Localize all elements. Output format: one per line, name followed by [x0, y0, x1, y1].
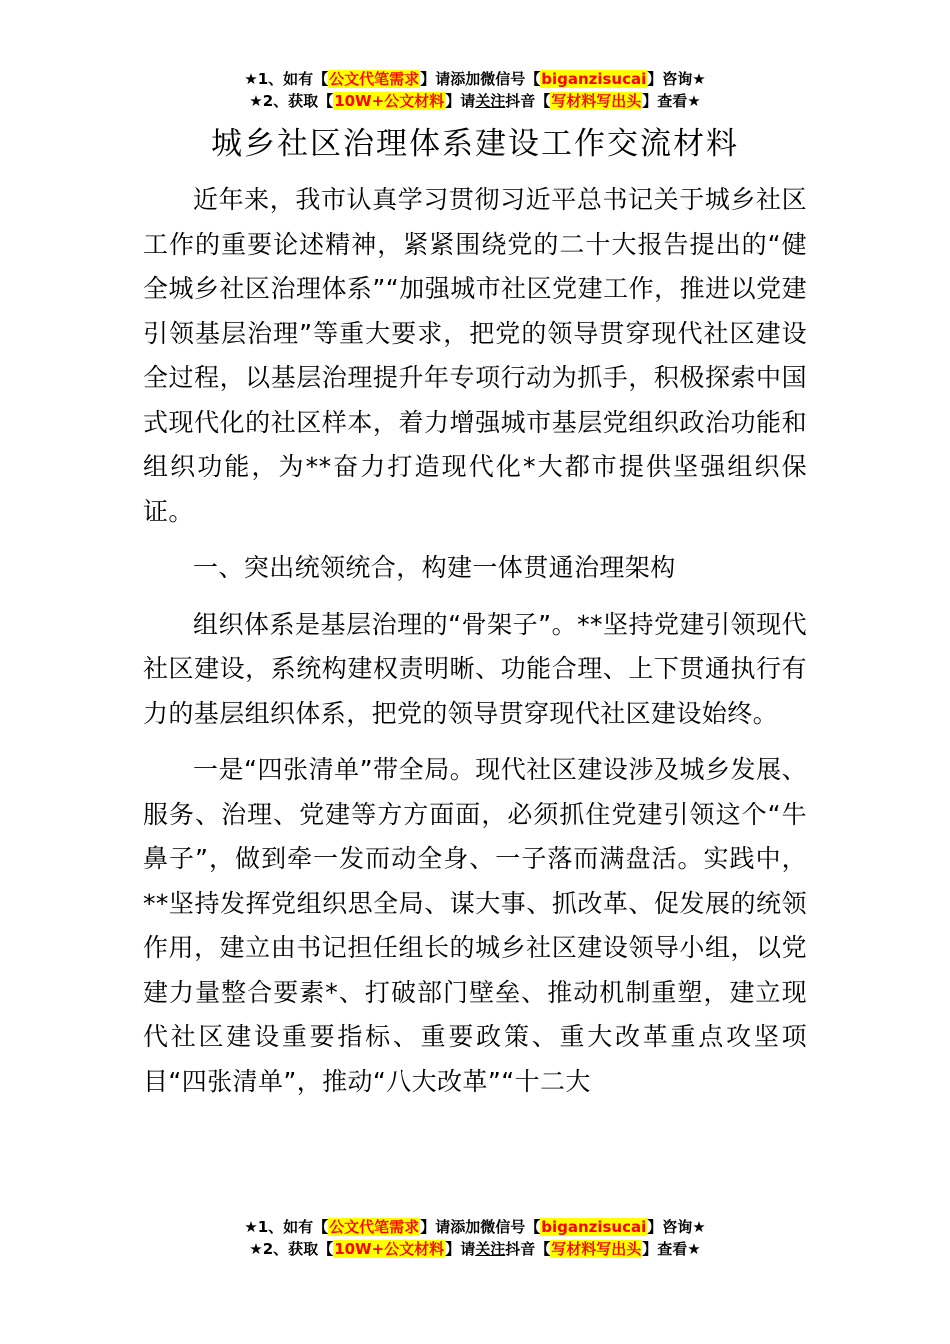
footer-promo-banner	[0, 1216, 950, 1260]
underlined-follow: 关注	[475, 1240, 506, 1258]
highlight-wechat-id: biganzisucai	[541, 70, 647, 88]
header-promo-banner	[0, 68, 950, 112]
highlight-materials: 10W+公文材料	[334, 92, 445, 110]
paragraph-intro: 近年来，我市认真学习贯彻习近平总书记关于城乡社区工作的重要论述精神，紧紧围绕党的二十大报告提出的“健全城乡社区治理体系”“加强城市社区党建工作，推进以党建引领基层治理”等重大要求，把党的领导贯穿现代社区建设全过程，以基层治理提升年专项行动为抓手，积极探索中国式现代化的社区样本，着力增强城市基层党组织政治功能和组织功能，为**奋力打造现代化*大都市提供坚强组织保证。	[143, 185, 807, 526]
promo-line-1: ★1、如有【公文代笔需求】请添加微信号【biganzisucai】咨询★	[244, 70, 706, 88]
document-body	[143, 178, 807, 1116]
promo-line-2: ★2、获取【10W+公文材料】请关注抖音【写材料写出头】查看★	[249, 92, 701, 110]
promo-line-1: ★1、如有【公文代笔需求】请添加微信号【biganzisucai】咨询★	[244, 1218, 706, 1236]
section-heading-1: 一、突出统领统合，构建一体贯通治理架构	[193, 553, 676, 582]
highlight-douyin-account: 写材料写出头	[551, 1240, 642, 1258]
highlight-douyin-account: 写材料写出头	[551, 92, 642, 110]
promo-line-2: ★2、获取【10W+公文材料】请关注抖音【写材料写出头】查看★	[249, 1240, 701, 1258]
paragraph-point-1: 一是“四张清单”带全局。现代社区建设涉及城乡发展、服务、治理、党建等方方面面，必须抓住党建引领这个“牛鼻子”，做到牵一发而动全身、一子落而满盘活。实践中，**坚持发挥党组织思全局、谋大事、抓改革、促发展的统领作用，建立由书记担任组长的城乡社区建设领导小组，以党建力量整合要素*、打破部门壁垒、推动机制重塑，建立现代社区建设重要指标、重要政策、重大改革重点攻坚项目“四张清单”，推动“八大改革”“十二大	[143, 755, 807, 1096]
highlight-service: 公文代笔需求	[329, 70, 420, 88]
highlight-materials: 10W+公文材料	[334, 1240, 445, 1258]
underlined-follow: 关注	[475, 92, 506, 110]
highlight-wechat-id: biganzisucai	[541, 1218, 647, 1236]
document-title: 城乡社区治理体系建设工作交流材料	[211, 126, 739, 162]
highlight-service: 公文代笔需求	[329, 1218, 420, 1236]
paragraph-section-1-intro: 组织体系是基层治理的“骨架子”。**坚持党建引领现代社区建设，系统构建权责明晰、功能合理、上下贯通执行有力的基层组织体系，把党的领导贯穿现代社区建设始终。	[143, 609, 807, 728]
